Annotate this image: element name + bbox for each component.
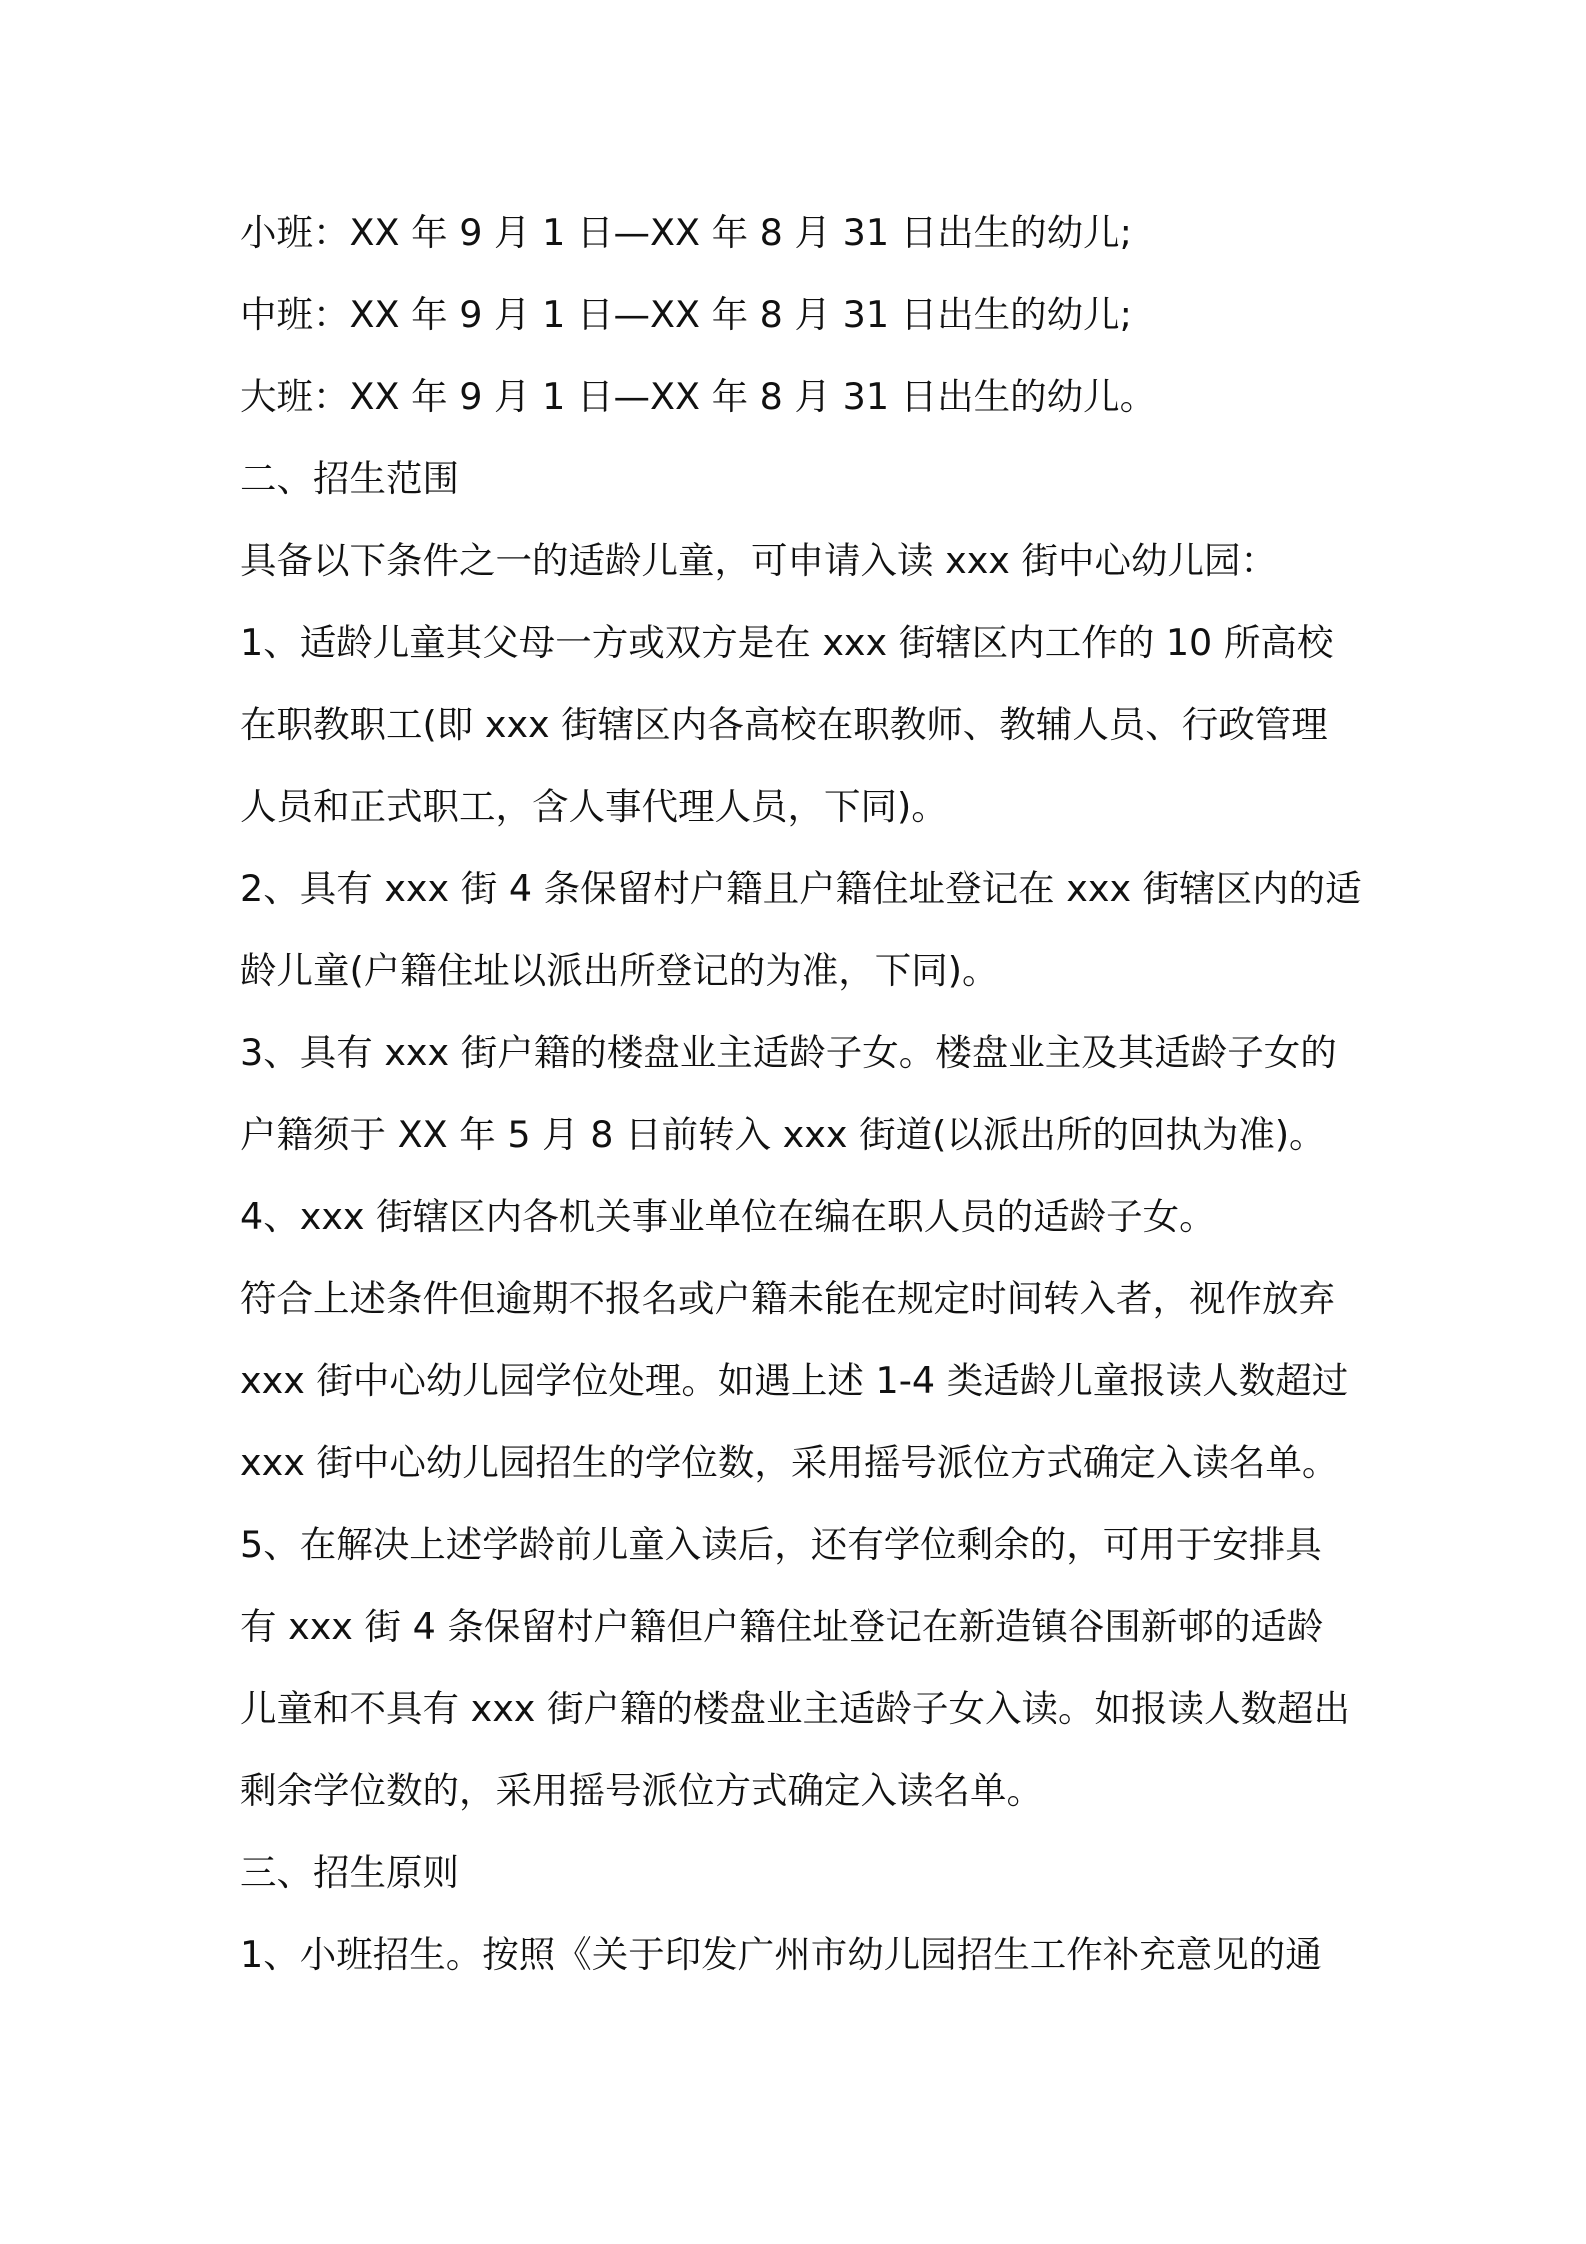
paragraph-line: 3、具有 xxx 街户籍的楼盘业主适龄子女。楼盘业主及其适龄子女的 bbox=[240, 1031, 1337, 1074]
paragraph-line: 1、适龄儿童其父母一方或双方是在 xxx 街辖区内工作的 10 所高校 bbox=[240, 621, 1334, 664]
paragraph-line: 符合上述条件但逾期不报名或户籍未能在规定时间转入者，视作放弃 bbox=[240, 1277, 1335, 1320]
paragraph-line: 有 xxx 街 4 条保留村户籍但户籍住址登记在新造镇谷围新邨的适龄 bbox=[240, 1605, 1324, 1648]
paragraph-line: 5、在解决上述学龄前儿童入读后，还有学位剩余的，可用于安排具 bbox=[240, 1523, 1322, 1566]
document-body bbox=[240, 192, 1360, 1996]
section-heading: 三、招生原则 bbox=[240, 1851, 459, 1894]
paragraph-line: 儿童和不具有 xxx 街户籍的楼盘业主适龄子女入读。如报读人数超出 bbox=[240, 1687, 1351, 1730]
paragraph-line: 大班：XX 年 9 月 1 日—XX 年 8 月 31 日出生的幼儿。 bbox=[240, 375, 1157, 418]
paragraph-line: 龄儿童(户籍住址以派出所登记的为准，下同)。 bbox=[240, 949, 999, 992]
paragraph-line: 4、xxx 街辖区内各机关事业单位在编在职人员的适龄子女。 bbox=[240, 1195, 1216, 1238]
paragraph-line: 户籍须于 XX 年 5 月 8 日前转入 xxx 街道(以派出所的回执为准)。 bbox=[240, 1113, 1326, 1156]
paragraph-line: 人员和正式职工，含人事代理人员，下同)。 bbox=[240, 785, 948, 828]
paragraph-line: 在职教职工(即 xxx 街辖区内各高校在职教师、教辅人员、行政管理 bbox=[240, 703, 1328, 746]
paragraph-line: xxx 街中心幼儿园招生的学位数，采用摇号派位方式确定入读名单。 bbox=[240, 1441, 1339, 1484]
paragraph-line: 中班：XX 年 9 月 1 日—XX 年 8 月 31 日出生的幼儿; bbox=[240, 293, 1132, 336]
paragraph-line: 1、小班招生。按照《关于印发广州市幼儿园招生工作补充意见的通 bbox=[240, 1933, 1322, 1976]
paragraph-line: 2、具有 xxx 街 4 条保留村户籍且户籍住址登记在 xxx 街辖区内的适 bbox=[240, 867, 1362, 910]
paragraph-line: 具备以下条件之一的适龄儿童，可申请入读 xxx 街中心幼儿园： bbox=[240, 539, 1278, 582]
paragraph-line: xxx 街中心幼儿园学位处理。如遇上述 1-4 类适龄儿童报读人数超过 bbox=[240, 1359, 1349, 1402]
paragraph-line: 小班：XX 年 9 月 1 日—XX 年 8 月 31 日出生的幼儿; bbox=[240, 211, 1132, 254]
section-heading: 二、招生范围 bbox=[240, 457, 459, 500]
paragraph-line: 剩余学位数的，采用摇号派位方式确定入读名单。 bbox=[240, 1769, 1043, 1812]
